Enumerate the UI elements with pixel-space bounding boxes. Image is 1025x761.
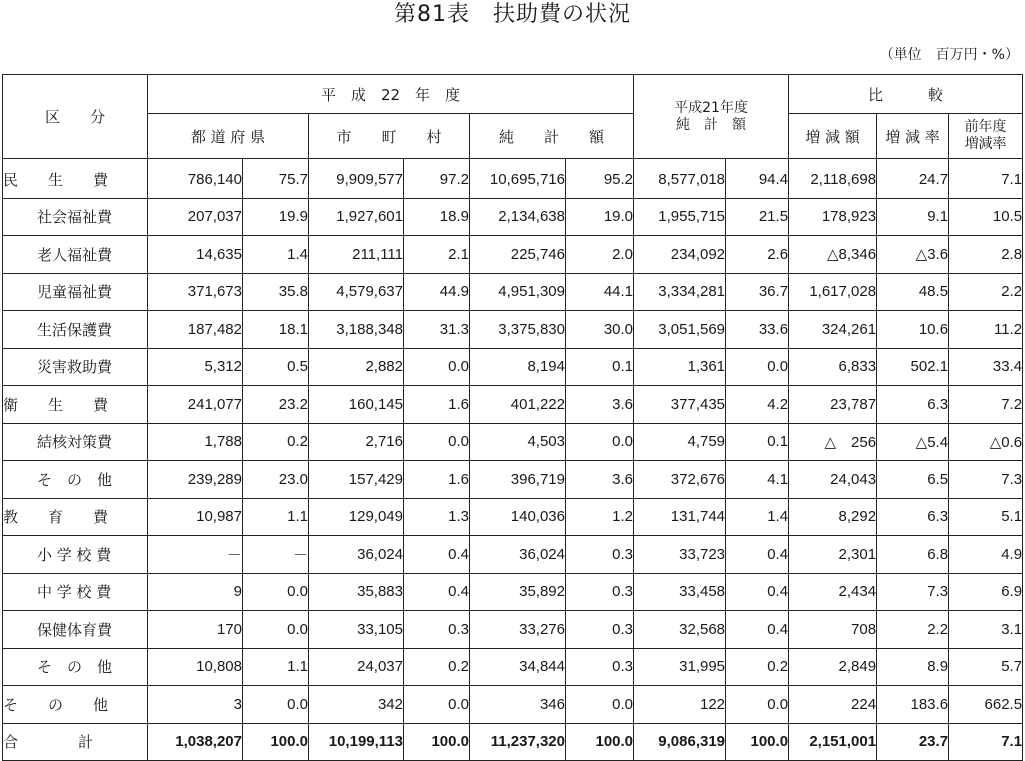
row-value: 9	[148, 573, 243, 611]
row-value: 4,579,637	[309, 273, 404, 311]
total-row	[3, 723, 1023, 761]
row-value: 36,024	[470, 536, 566, 574]
row-value: 4,759	[634, 423, 726, 461]
row-value: 6.5	[877, 461, 949, 499]
row-value: 342	[309, 686, 404, 724]
row-value: 23.2	[243, 386, 309, 424]
row-value: 35.8	[243, 273, 309, 311]
row-value: 0.0	[404, 423, 470, 461]
row-value: 4.1	[726, 461, 789, 499]
row-value: 10,808	[148, 648, 243, 686]
header-prev-rate	[949, 114, 1023, 159]
row-value: 10.6	[877, 311, 949, 349]
row-value: 0.0	[243, 686, 309, 724]
table-row	[3, 236, 1023, 274]
row-value: 33.6	[726, 311, 789, 349]
row-value: 1,038,207	[148, 723, 243, 761]
row-value: 225,746	[470, 236, 566, 274]
row-value: 4,503	[470, 423, 566, 461]
row-value: 170	[148, 611, 243, 649]
row-value: 0.4	[404, 573, 470, 611]
row-value: 0.0	[404, 686, 470, 724]
row-value: 10,199,113	[309, 723, 404, 761]
table-row	[3, 273, 1023, 311]
row-label: そ の 他	[3, 686, 148, 724]
row-value: 23.7	[877, 723, 949, 761]
row-value: 1.1	[243, 648, 309, 686]
row-value: 708	[789, 611, 877, 649]
header-pref: 都 道 府 県	[148, 114, 309, 159]
row-value: 157,429	[309, 461, 404, 499]
row-value: 6,833	[789, 348, 877, 386]
row-value: 6.3	[877, 386, 949, 424]
row-value: 207,037	[148, 198, 243, 236]
row-value: 0.1	[726, 423, 789, 461]
row-value: 24,037	[309, 648, 404, 686]
row-value: 372,676	[634, 461, 726, 499]
row-label: 小 学 校 費	[3, 536, 148, 574]
row-value: 19.9	[243, 198, 309, 236]
row-value: 7.3	[949, 461, 1023, 499]
row-label: 合 計	[3, 723, 148, 761]
row-value: 8.9	[877, 648, 949, 686]
row-label: 教 育 費	[3, 498, 148, 536]
row-value: 4,951,309	[470, 273, 566, 311]
row-value: 3.6	[566, 461, 634, 499]
row-value: 8,194	[470, 348, 566, 386]
row-value: 100.0	[243, 723, 309, 761]
row-value: 1.1	[243, 498, 309, 536]
row-value: 0.0	[566, 686, 634, 724]
row-value: 6.3	[877, 498, 949, 536]
row-value: 239,289	[148, 461, 243, 499]
row-value: 131,744	[634, 498, 726, 536]
row-value: 33,723	[634, 536, 726, 574]
row-value: 7.2	[949, 386, 1023, 424]
table-row	[3, 648, 1023, 686]
row-label: 災害救助費	[3, 348, 148, 386]
row-value: 24,043	[789, 461, 877, 499]
row-value: 122	[634, 686, 726, 724]
row-value: 97.2	[404, 159, 470, 199]
row-value: 30.0	[566, 311, 634, 349]
row-label: 児童福祉費	[3, 273, 148, 311]
table-row	[3, 461, 1023, 499]
table-body	[3, 159, 1023, 761]
row-value: 0.4	[404, 536, 470, 574]
row-value: 24.7	[877, 159, 949, 199]
row-value: 0.0	[566, 423, 634, 461]
row-value: 129,049	[309, 498, 404, 536]
row-value: 1,361	[634, 348, 726, 386]
header-prev-rate-line1: 前年度	[964, 119, 1007, 135]
row-value: 241,077	[148, 386, 243, 424]
row-value: 9,086,319	[634, 723, 726, 761]
row-value: 75.7	[243, 159, 309, 199]
row-label: そ の 他	[3, 648, 148, 686]
row-value: 100.0	[566, 723, 634, 761]
row-value: 0.2	[404, 648, 470, 686]
row-value: 10,695,716	[470, 159, 566, 199]
row-value: 8,292	[789, 498, 877, 536]
row-value: 33,276	[470, 611, 566, 649]
header-net: 純 計 額	[470, 114, 634, 159]
row-value: 0.3	[566, 536, 634, 574]
row-value: 224	[789, 686, 877, 724]
row-value: 23,787	[789, 386, 877, 424]
row-value: 1,617,028	[789, 273, 877, 311]
row-value: 2.2	[949, 273, 1023, 311]
row-value: 33,458	[634, 573, 726, 611]
header-inc-amount: 増 減 額	[789, 114, 877, 159]
row-value: 2,882	[309, 348, 404, 386]
row-value: 786,140	[148, 159, 243, 199]
row-value: 2,716	[309, 423, 404, 461]
row-value: △0.6	[949, 423, 1023, 461]
row-value: 11,237,320	[470, 723, 566, 761]
table-row	[3, 386, 1023, 424]
row-value: 48.5	[877, 273, 949, 311]
row-value: 34,844	[470, 648, 566, 686]
header-h21-line2: 純 計 額	[676, 116, 747, 133]
row-value: 10,987	[148, 498, 243, 536]
unit-note: （単位 百万円・%）	[879, 47, 1019, 63]
row-value: 1.6	[404, 461, 470, 499]
row-value: 178,923	[789, 198, 877, 236]
row-value: 211,111	[309, 236, 404, 274]
row-value: 9.1	[877, 198, 949, 236]
row-value: 19.0	[566, 198, 634, 236]
row-value: 2,849	[789, 648, 877, 686]
row-value: 140,036	[470, 498, 566, 536]
row-value: 234,092	[634, 236, 726, 274]
expenditure-table	[2, 74, 1023, 761]
row-label: 中 学 校 費	[3, 573, 148, 611]
row-value: 401,222	[470, 386, 566, 424]
row-value: 0.4	[726, 536, 789, 574]
row-value: 0.3	[566, 648, 634, 686]
row-value: 0.0	[243, 573, 309, 611]
row-value: 2,134,638	[470, 198, 566, 236]
row-value: 2.2	[877, 611, 949, 649]
row-value: 2.8	[949, 236, 1023, 274]
row-value: 2,151,001	[789, 723, 877, 761]
row-label: 結核対策費	[3, 423, 148, 461]
row-value: 1,955,715	[634, 198, 726, 236]
row-value: 2.1	[404, 236, 470, 274]
row-value: △8,346	[789, 236, 877, 274]
row-value: 31,995	[634, 648, 726, 686]
table-row	[3, 686, 1023, 724]
row-value: 36.7	[726, 273, 789, 311]
row-value: 0.5	[243, 348, 309, 386]
row-value: 662.5	[949, 686, 1023, 724]
row-value: 32,568	[634, 611, 726, 649]
table-row	[3, 348, 1023, 386]
row-label: 衛 生 費	[3, 386, 148, 424]
row-label: 社会福祉費	[3, 198, 148, 236]
row-value: △5.4	[877, 423, 949, 461]
table-row	[3, 573, 1023, 611]
row-label: 老人福祉費	[3, 236, 148, 274]
row-value: 1,927,601	[309, 198, 404, 236]
row-value: 0.4	[726, 573, 789, 611]
header-muni: 市 町 村	[309, 114, 470, 159]
row-value: 3,334,281	[634, 273, 726, 311]
row-value: 44.1	[566, 273, 634, 311]
row-value: 3	[148, 686, 243, 724]
row-value: 160,145	[309, 386, 404, 424]
header-prev-rate-line2: 増減率	[964, 136, 1007, 152]
row-value: 502.1	[877, 348, 949, 386]
header-h21-line1: 平成21年度	[674, 99, 748, 116]
row-value: －	[148, 536, 243, 574]
table-row	[3, 159, 1023, 199]
row-value: 100.0	[404, 723, 470, 761]
row-value: 35,892	[470, 573, 566, 611]
row-value: 0.3	[404, 611, 470, 649]
row-value: 35,883	[309, 573, 404, 611]
row-value: 4.2	[726, 386, 789, 424]
row-value: 1.4	[726, 498, 789, 536]
row-value: 187,482	[148, 311, 243, 349]
row-value: 3.1	[949, 611, 1023, 649]
row-value: 3.6	[566, 386, 634, 424]
row-value: 14,635	[148, 236, 243, 274]
row-value: 33,105	[309, 611, 404, 649]
header-inc-rate: 増 減 率	[877, 114, 949, 159]
table-row	[3, 611, 1023, 649]
row-value: 396,719	[470, 461, 566, 499]
header-compare: 比 較	[789, 75, 1023, 114]
row-value: 0.3	[566, 573, 634, 611]
row-value: 33.4	[949, 348, 1023, 386]
row-value: 21.5	[726, 198, 789, 236]
row-value: 7.1	[949, 723, 1023, 761]
table-row	[3, 498, 1023, 536]
row-value: 2,301	[789, 536, 877, 574]
row-value: 4.9	[949, 536, 1023, 574]
row-value: 5.7	[949, 648, 1023, 686]
row-value: 1.3	[404, 498, 470, 536]
row-value: 10.5	[949, 198, 1023, 236]
row-label: 生活保護費	[3, 311, 148, 349]
row-value: 377,435	[634, 386, 726, 424]
row-value: 5,312	[148, 348, 243, 386]
row-value: 0.0	[404, 348, 470, 386]
row-value: 2,118,698	[789, 159, 877, 199]
row-value: △3.6	[877, 236, 949, 274]
row-value: 0.3	[566, 611, 634, 649]
row-value: 2,434	[789, 573, 877, 611]
row-value: －	[243, 536, 309, 574]
row-value: 7.1	[949, 159, 1023, 199]
row-value: 6.8	[877, 536, 949, 574]
row-label: 保健体育費	[3, 611, 148, 649]
row-value: 1.4	[243, 236, 309, 274]
row-value: 3,188,348	[309, 311, 404, 349]
row-value: 36,024	[309, 536, 404, 574]
row-label: そ の 他	[3, 461, 148, 499]
row-value: 31.3	[404, 311, 470, 349]
header-h22: 平 成 22 年 度	[148, 75, 634, 114]
row-value: 9,909,577	[309, 159, 404, 199]
row-value: 2.6	[726, 236, 789, 274]
row-value: 1.6	[404, 386, 470, 424]
header-h21	[634, 75, 789, 159]
row-value: 0.2	[243, 423, 309, 461]
row-value: 0.0	[726, 686, 789, 724]
row-value: 1,788	[148, 423, 243, 461]
table-row	[3, 198, 1023, 236]
table-title: 第81表 扶助費の状況	[394, 2, 631, 27]
row-value: 18.9	[404, 198, 470, 236]
row-value: 95.2	[566, 159, 634, 199]
row-value: 11.2	[949, 311, 1023, 349]
row-label: 民 生 費	[3, 159, 148, 199]
row-value: 0.2	[726, 648, 789, 686]
row-value: △ 256	[789, 423, 877, 461]
row-value: 346	[470, 686, 566, 724]
table-row	[3, 536, 1023, 574]
row-value: 7.3	[877, 573, 949, 611]
header-category: 区 分	[3, 75, 148, 159]
table-row	[3, 311, 1023, 349]
row-value: 0.1	[566, 348, 634, 386]
row-value: 183.6	[877, 686, 949, 724]
row-value: 1.2	[566, 498, 634, 536]
row-value: 2.0	[566, 236, 634, 274]
row-value: 8,577,018	[634, 159, 726, 199]
table-row	[3, 423, 1023, 461]
row-value: 0.0	[243, 611, 309, 649]
row-value: 324,261	[789, 311, 877, 349]
row-value: 0.0	[726, 348, 789, 386]
row-value: 0.4	[726, 611, 789, 649]
row-value: 5.1	[949, 498, 1023, 536]
row-value: 100.0	[726, 723, 789, 761]
row-value: 23.0	[243, 461, 309, 499]
row-value: 44.9	[404, 273, 470, 311]
row-value: 3,375,830	[470, 311, 566, 349]
row-value: 94.4	[726, 159, 789, 199]
row-value: 18.1	[243, 311, 309, 349]
row-value: 371,673	[148, 273, 243, 311]
row-value: 6.9	[949, 573, 1023, 611]
row-value: 3,051,569	[634, 311, 726, 349]
